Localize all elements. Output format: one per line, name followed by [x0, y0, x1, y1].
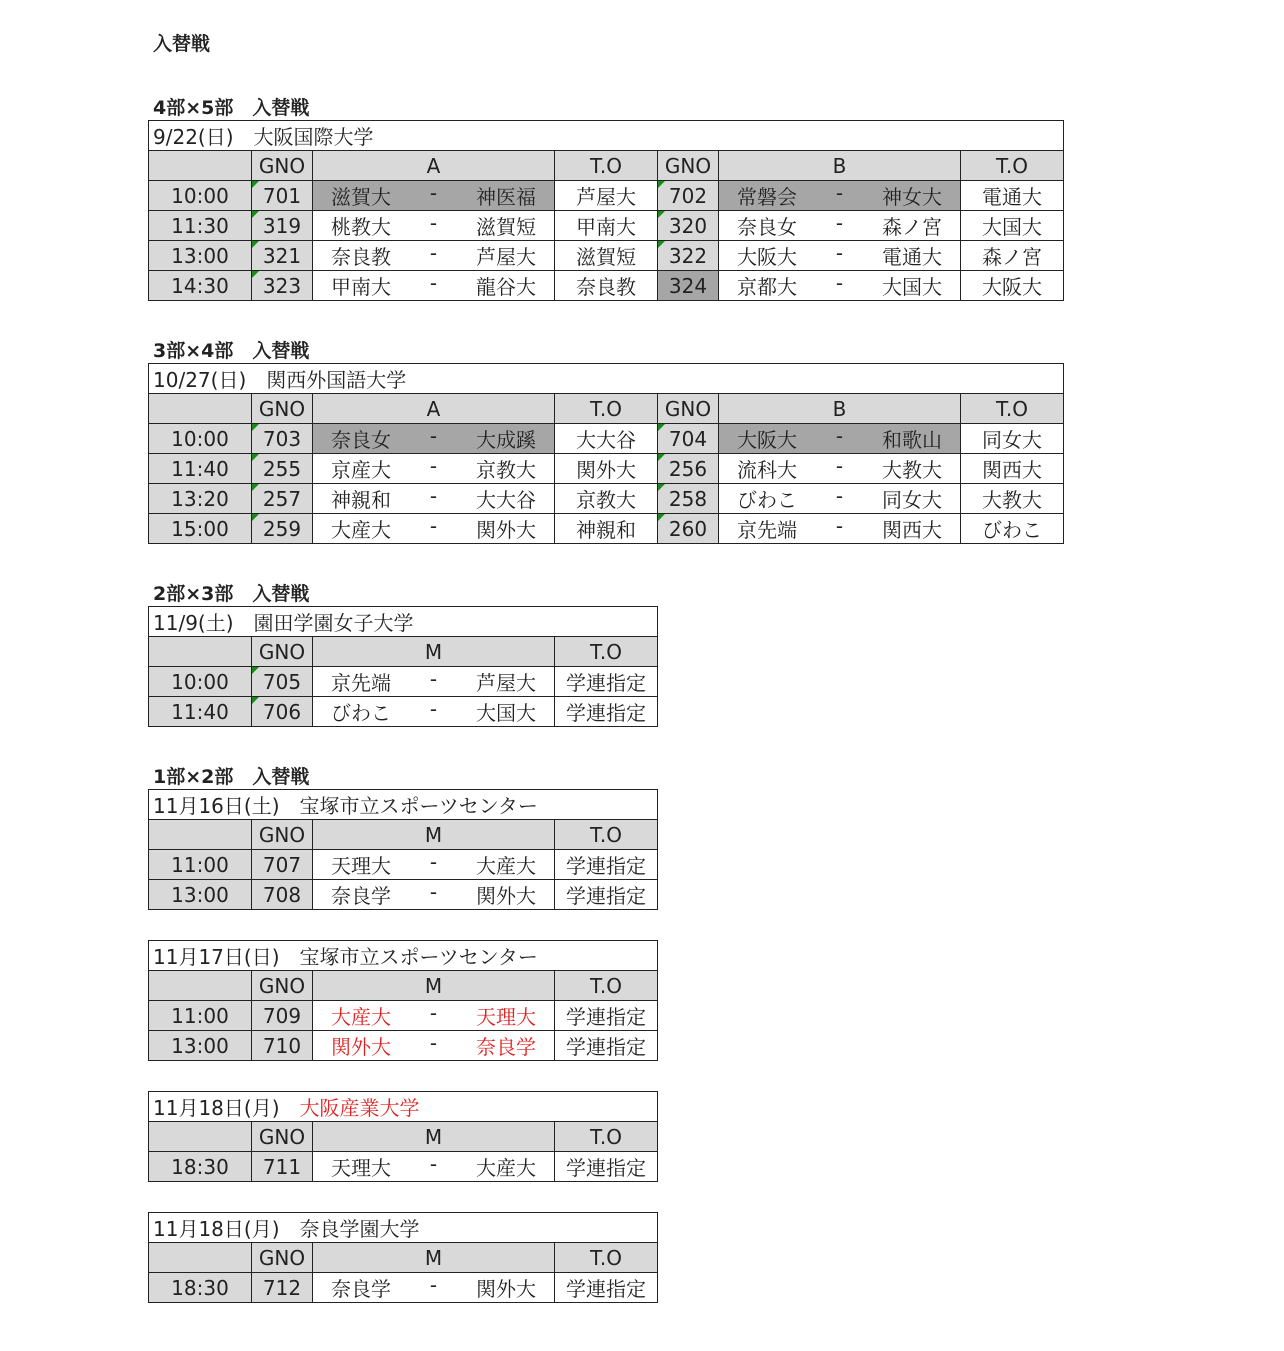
table-officials: 学連指定	[555, 1152, 658, 1182]
table-officials: 神親和	[555, 514, 658, 544]
time-cell: 13:20	[149, 484, 252, 514]
game-number: 712	[252, 1273, 313, 1303]
schedule-table	[148, 120, 1064, 301]
game-number: 256	[658, 454, 719, 484]
dash: -	[835, 211, 844, 235]
matchup-cell	[313, 1152, 555, 1182]
game-number: 322	[658, 241, 719, 271]
table-row	[149, 880, 658, 910]
table-row	[149, 1152, 658, 1182]
date-venue-row	[149, 364, 1064, 394]
time-header	[149, 1243, 252, 1273]
header-row	[149, 1243, 658, 1273]
header-row	[149, 637, 658, 667]
time-cell: 18:30	[149, 1152, 252, 1182]
venue: 大阪国際大学	[253, 125, 374, 149]
dash: -	[835, 514, 844, 538]
table-officials: 甲南大	[555, 211, 658, 241]
column-header: T.O	[961, 151, 1064, 181]
matchup-cell	[719, 424, 961, 454]
dash: -	[835, 484, 844, 508]
time-cell: 13:00	[149, 1031, 252, 1061]
column-header: GNO	[252, 1122, 313, 1152]
time-cell: 13:00	[149, 880, 252, 910]
team-home: 京先端	[331, 671, 391, 695]
venue: 奈良学園大学	[299, 1217, 420, 1241]
team-home: 関外大	[331, 1035, 391, 1059]
time-header	[149, 1122, 252, 1152]
matchup-cell	[313, 1001, 555, 1031]
match-date: 11月17日(日)	[153, 945, 280, 969]
column-header: M	[313, 1122, 555, 1152]
matchup-cell	[313, 454, 555, 484]
venue: 関西外国語大学	[266, 368, 407, 392]
dash: -	[429, 211, 438, 235]
team-home: 桃教大	[331, 215, 391, 239]
column-header: GNO	[252, 394, 313, 424]
table-officials: 京教大	[555, 484, 658, 514]
team-home: 滋賀大	[331, 185, 391, 209]
game-number: 319	[252, 211, 313, 241]
game-number: 705	[252, 667, 313, 697]
matchup-cell	[313, 211, 555, 241]
team-away: 大産大	[476, 854, 536, 878]
matchup-cell	[719, 514, 961, 544]
table-row	[149, 271, 1064, 301]
match-date: 11月18日(月)	[153, 1096, 280, 1120]
section-heading: 1部×2部 入替戦	[153, 766, 310, 788]
dash: -	[429, 1152, 438, 1176]
date-venue-row	[149, 1213, 658, 1243]
table-row	[149, 181, 1064, 211]
table-officials: 学連指定	[555, 1273, 658, 1303]
date-venue-row	[149, 941, 658, 971]
team-away: 奈良学	[476, 1035, 536, 1059]
time-cell: 11:00	[149, 1001, 252, 1031]
time-cell: 13:00	[149, 241, 252, 271]
dash: -	[429, 1001, 438, 1025]
table-row	[149, 241, 1064, 271]
matchup-cell	[313, 424, 555, 454]
matchup-cell	[313, 697, 555, 727]
game-number: 324	[658, 271, 719, 301]
column-header: T.O	[555, 394, 658, 424]
column-header: M	[313, 971, 555, 1001]
column-header: T.O	[555, 971, 658, 1001]
venue: 宝塚市立スポーツセンター	[299, 945, 538, 969]
dash: -	[429, 1031, 438, 1055]
dash: -	[429, 454, 438, 478]
table-officials: 奈良教	[555, 271, 658, 301]
team-home: びわこ	[737, 488, 797, 512]
team-home: 神親和	[331, 488, 391, 512]
section	[148, 301, 1064, 544]
team-home: 奈良女	[331, 428, 391, 452]
table-row	[149, 424, 1064, 454]
time-cell: 11:30	[149, 211, 252, 241]
team-away: 京教大	[476, 458, 536, 482]
matchup-cell	[313, 667, 555, 697]
dash: -	[429, 1273, 438, 1297]
table-officials: 学連指定	[555, 697, 658, 727]
match-date: 10/27(日)	[153, 368, 247, 392]
game-number: 321	[252, 241, 313, 271]
time-header	[149, 151, 252, 181]
column-header: B	[719, 394, 961, 424]
game-number: 703	[252, 424, 313, 454]
column-header: GNO	[252, 971, 313, 1001]
table-row	[149, 514, 1064, 544]
table-officials: 森ノ宮	[961, 241, 1064, 271]
header-row	[149, 971, 658, 1001]
matchup-cell	[313, 850, 555, 880]
table-row	[149, 454, 1064, 484]
team-home: びわこ	[331, 701, 391, 725]
team-away: 関外大	[476, 884, 536, 908]
team-away: 森ノ宮	[882, 215, 942, 239]
table-officials: 芦屋大	[555, 181, 658, 211]
dash: -	[835, 271, 844, 295]
team-away: 大成蹊	[476, 428, 536, 452]
table-row	[149, 1273, 658, 1303]
column-header: T.O	[555, 1243, 658, 1273]
game-number: 260	[658, 514, 719, 544]
schedule-page	[148, 28, 1064, 1303]
table-officials: 同女大	[961, 424, 1064, 454]
table-row	[149, 211, 1064, 241]
game-number: 258	[658, 484, 719, 514]
matchup-cell	[719, 211, 961, 241]
team-home: 京都大	[737, 275, 797, 299]
column-header: M	[313, 820, 555, 850]
schedule-table	[148, 789, 658, 910]
table-officials: 関西大	[961, 454, 1064, 484]
team-away: 滋賀短	[476, 215, 536, 239]
team-home: 京産大	[331, 458, 391, 482]
time-cell: 18:30	[149, 1273, 252, 1303]
column-header: GNO	[658, 394, 719, 424]
column-header: M	[313, 637, 555, 667]
date-venue-row	[149, 121, 1064, 151]
team-away: 天理大	[476, 1005, 536, 1029]
game-number: 704	[658, 424, 719, 454]
date-venue-row	[149, 790, 658, 820]
column-header: GNO	[658, 151, 719, 181]
table-officials: 学連指定	[555, 850, 658, 880]
time-cell: 10:00	[149, 181, 252, 211]
game-number: 323	[252, 271, 313, 301]
section	[148, 544, 1064, 727]
team-away: 大産大	[476, 1156, 536, 1180]
schedule-table	[148, 606, 658, 727]
game-number: 259	[252, 514, 313, 544]
dash: -	[835, 454, 844, 478]
dash: -	[429, 514, 438, 538]
team-away: 大大谷	[476, 488, 536, 512]
time-header	[149, 394, 252, 424]
matchup-cell	[313, 880, 555, 910]
dash: -	[429, 880, 438, 904]
team-away: 大国大	[476, 701, 536, 725]
column-header: GNO	[252, 1243, 313, 1273]
table-officials: びわこ	[961, 514, 1064, 544]
team-away: 大教大	[882, 458, 942, 482]
table-row	[149, 484, 1064, 514]
game-number: 701	[252, 181, 313, 211]
header-row	[149, 394, 1064, 424]
time-cell: 15:00	[149, 514, 252, 544]
table-officials: 学連指定	[555, 1031, 658, 1061]
match-date: 11月16日(土)	[153, 794, 280, 818]
time-cell: 11:40	[149, 454, 252, 484]
dash: -	[429, 181, 438, 205]
matchup-cell	[719, 241, 961, 271]
matchup-cell	[313, 1031, 555, 1061]
venue: 園田学園女子大学	[253, 611, 414, 635]
team-away: 同女大	[882, 488, 942, 512]
column-header: T.O	[961, 394, 1064, 424]
game-number: 702	[658, 181, 719, 211]
section	[148, 727, 1064, 1303]
team-home: 流科大	[737, 458, 797, 482]
team-home: 奈良学	[331, 884, 391, 908]
section-heading: 2部×3部 入替戦	[153, 583, 310, 605]
date-venue-row	[149, 1092, 658, 1122]
column-header: M	[313, 1243, 555, 1273]
date-venue-row	[149, 607, 658, 637]
team-home: 京先端	[737, 518, 797, 542]
team-away: 関外大	[476, 518, 536, 542]
time-cell: 14:30	[149, 271, 252, 301]
table-row	[149, 1001, 658, 1031]
time-header	[149, 820, 252, 850]
table-officials: 大阪大	[961, 271, 1064, 301]
dash: -	[429, 241, 438, 265]
team-home: 甲南大	[331, 275, 391, 299]
time-cell: 10:00	[149, 424, 252, 454]
header-row	[149, 1122, 658, 1152]
matchup-cell	[719, 454, 961, 484]
table-row	[149, 850, 658, 880]
dash: -	[835, 181, 844, 205]
table-officials: 学連指定	[555, 1001, 658, 1031]
team-away: 芦屋大	[476, 671, 536, 695]
column-header: T.O	[555, 1122, 658, 1152]
team-home: 大阪大	[737, 245, 797, 269]
time-cell: 11:40	[149, 697, 252, 727]
team-home: 奈良学	[331, 1277, 391, 1301]
team-home: 奈良女	[737, 215, 797, 239]
team-away: 神医福	[476, 185, 536, 209]
dash: -	[429, 697, 438, 721]
time-cell: 11:00	[149, 850, 252, 880]
team-home: 常磐会	[737, 185, 797, 209]
game-number: 257	[252, 484, 313, 514]
team-away: 龍谷大	[476, 275, 536, 299]
column-header: T.O	[555, 820, 658, 850]
dash: -	[429, 424, 438, 448]
column-header: GNO	[252, 151, 313, 181]
schedule-table	[148, 1212, 658, 1303]
matchup-cell	[719, 271, 961, 301]
matchup-cell	[313, 271, 555, 301]
team-home: 大阪大	[737, 428, 797, 452]
team-away: 大国大	[882, 275, 942, 299]
matchup-cell	[313, 181, 555, 211]
time-header	[149, 971, 252, 1001]
column-header: GNO	[252, 820, 313, 850]
team-away: 芦屋大	[476, 245, 536, 269]
time-cell: 10:00	[149, 667, 252, 697]
matchup-cell	[313, 241, 555, 271]
table-officials: 大国大	[961, 211, 1064, 241]
column-header: A	[313, 151, 555, 181]
table-officials: 滋賀短	[555, 241, 658, 271]
column-header: A	[313, 394, 555, 424]
dash: -	[835, 241, 844, 265]
dash: -	[429, 484, 438, 508]
game-number: 708	[252, 880, 313, 910]
matchup-cell	[313, 514, 555, 544]
column-header: GNO	[252, 637, 313, 667]
team-home: 奈良教	[331, 245, 391, 269]
section	[148, 88, 1064, 301]
header-row	[149, 151, 1064, 181]
team-home: 天理大	[331, 854, 391, 878]
game-number: 707	[252, 850, 313, 880]
column-header: T.O	[555, 151, 658, 181]
game-number: 255	[252, 454, 313, 484]
matchup-cell	[719, 181, 961, 211]
team-away: 電通大	[882, 245, 942, 269]
dash: -	[429, 271, 438, 295]
table-row	[149, 667, 658, 697]
match-date: 11/9(土)	[153, 611, 234, 635]
team-away: 和歌山	[882, 428, 942, 452]
game-number: 320	[658, 211, 719, 241]
schedule-table	[148, 363, 1064, 544]
schedule-table	[148, 1091, 658, 1182]
game-number: 711	[252, 1152, 313, 1182]
table-officials: 関外大	[555, 454, 658, 484]
table-officials: 学連指定	[555, 880, 658, 910]
section-heading: 4部×5部 入替戦	[153, 97, 310, 119]
team-home: 大産大	[331, 1005, 391, 1029]
team-home: 天理大	[331, 1156, 391, 1180]
game-number: 709	[252, 1001, 313, 1031]
column-header: T.O	[555, 637, 658, 667]
dash: -	[835, 424, 844, 448]
column-header: B	[719, 151, 961, 181]
venue: 大阪産業大学	[299, 1096, 420, 1120]
game-number: 710	[252, 1031, 313, 1061]
table-officials: 大教大	[961, 484, 1064, 514]
table-officials: 大大谷	[555, 424, 658, 454]
matchup-cell	[313, 1273, 555, 1303]
team-away: 関外大	[476, 1277, 536, 1301]
team-away: 神女大	[882, 185, 942, 209]
table-row	[149, 1031, 658, 1061]
section-heading: 3部×4部 入替戦	[153, 340, 310, 362]
match-date: 9/22(日)	[153, 125, 234, 149]
matchup-cell	[719, 484, 961, 514]
page-title: 入替戦	[153, 33, 211, 55]
dash: -	[429, 667, 438, 691]
table-row	[149, 697, 658, 727]
dash: -	[429, 850, 438, 874]
team-away: 関西大	[882, 518, 942, 542]
team-home: 大産大	[331, 518, 391, 542]
table-officials: 電通大	[961, 181, 1064, 211]
venue: 宝塚市立スポーツセンター	[299, 794, 538, 818]
matchup-cell	[313, 484, 555, 514]
schedule-table	[148, 940, 658, 1061]
time-header	[149, 637, 252, 667]
game-number: 706	[252, 697, 313, 727]
table-officials: 学連指定	[555, 667, 658, 697]
match-date: 11月18日(月)	[153, 1217, 280, 1241]
header-row	[149, 820, 658, 850]
